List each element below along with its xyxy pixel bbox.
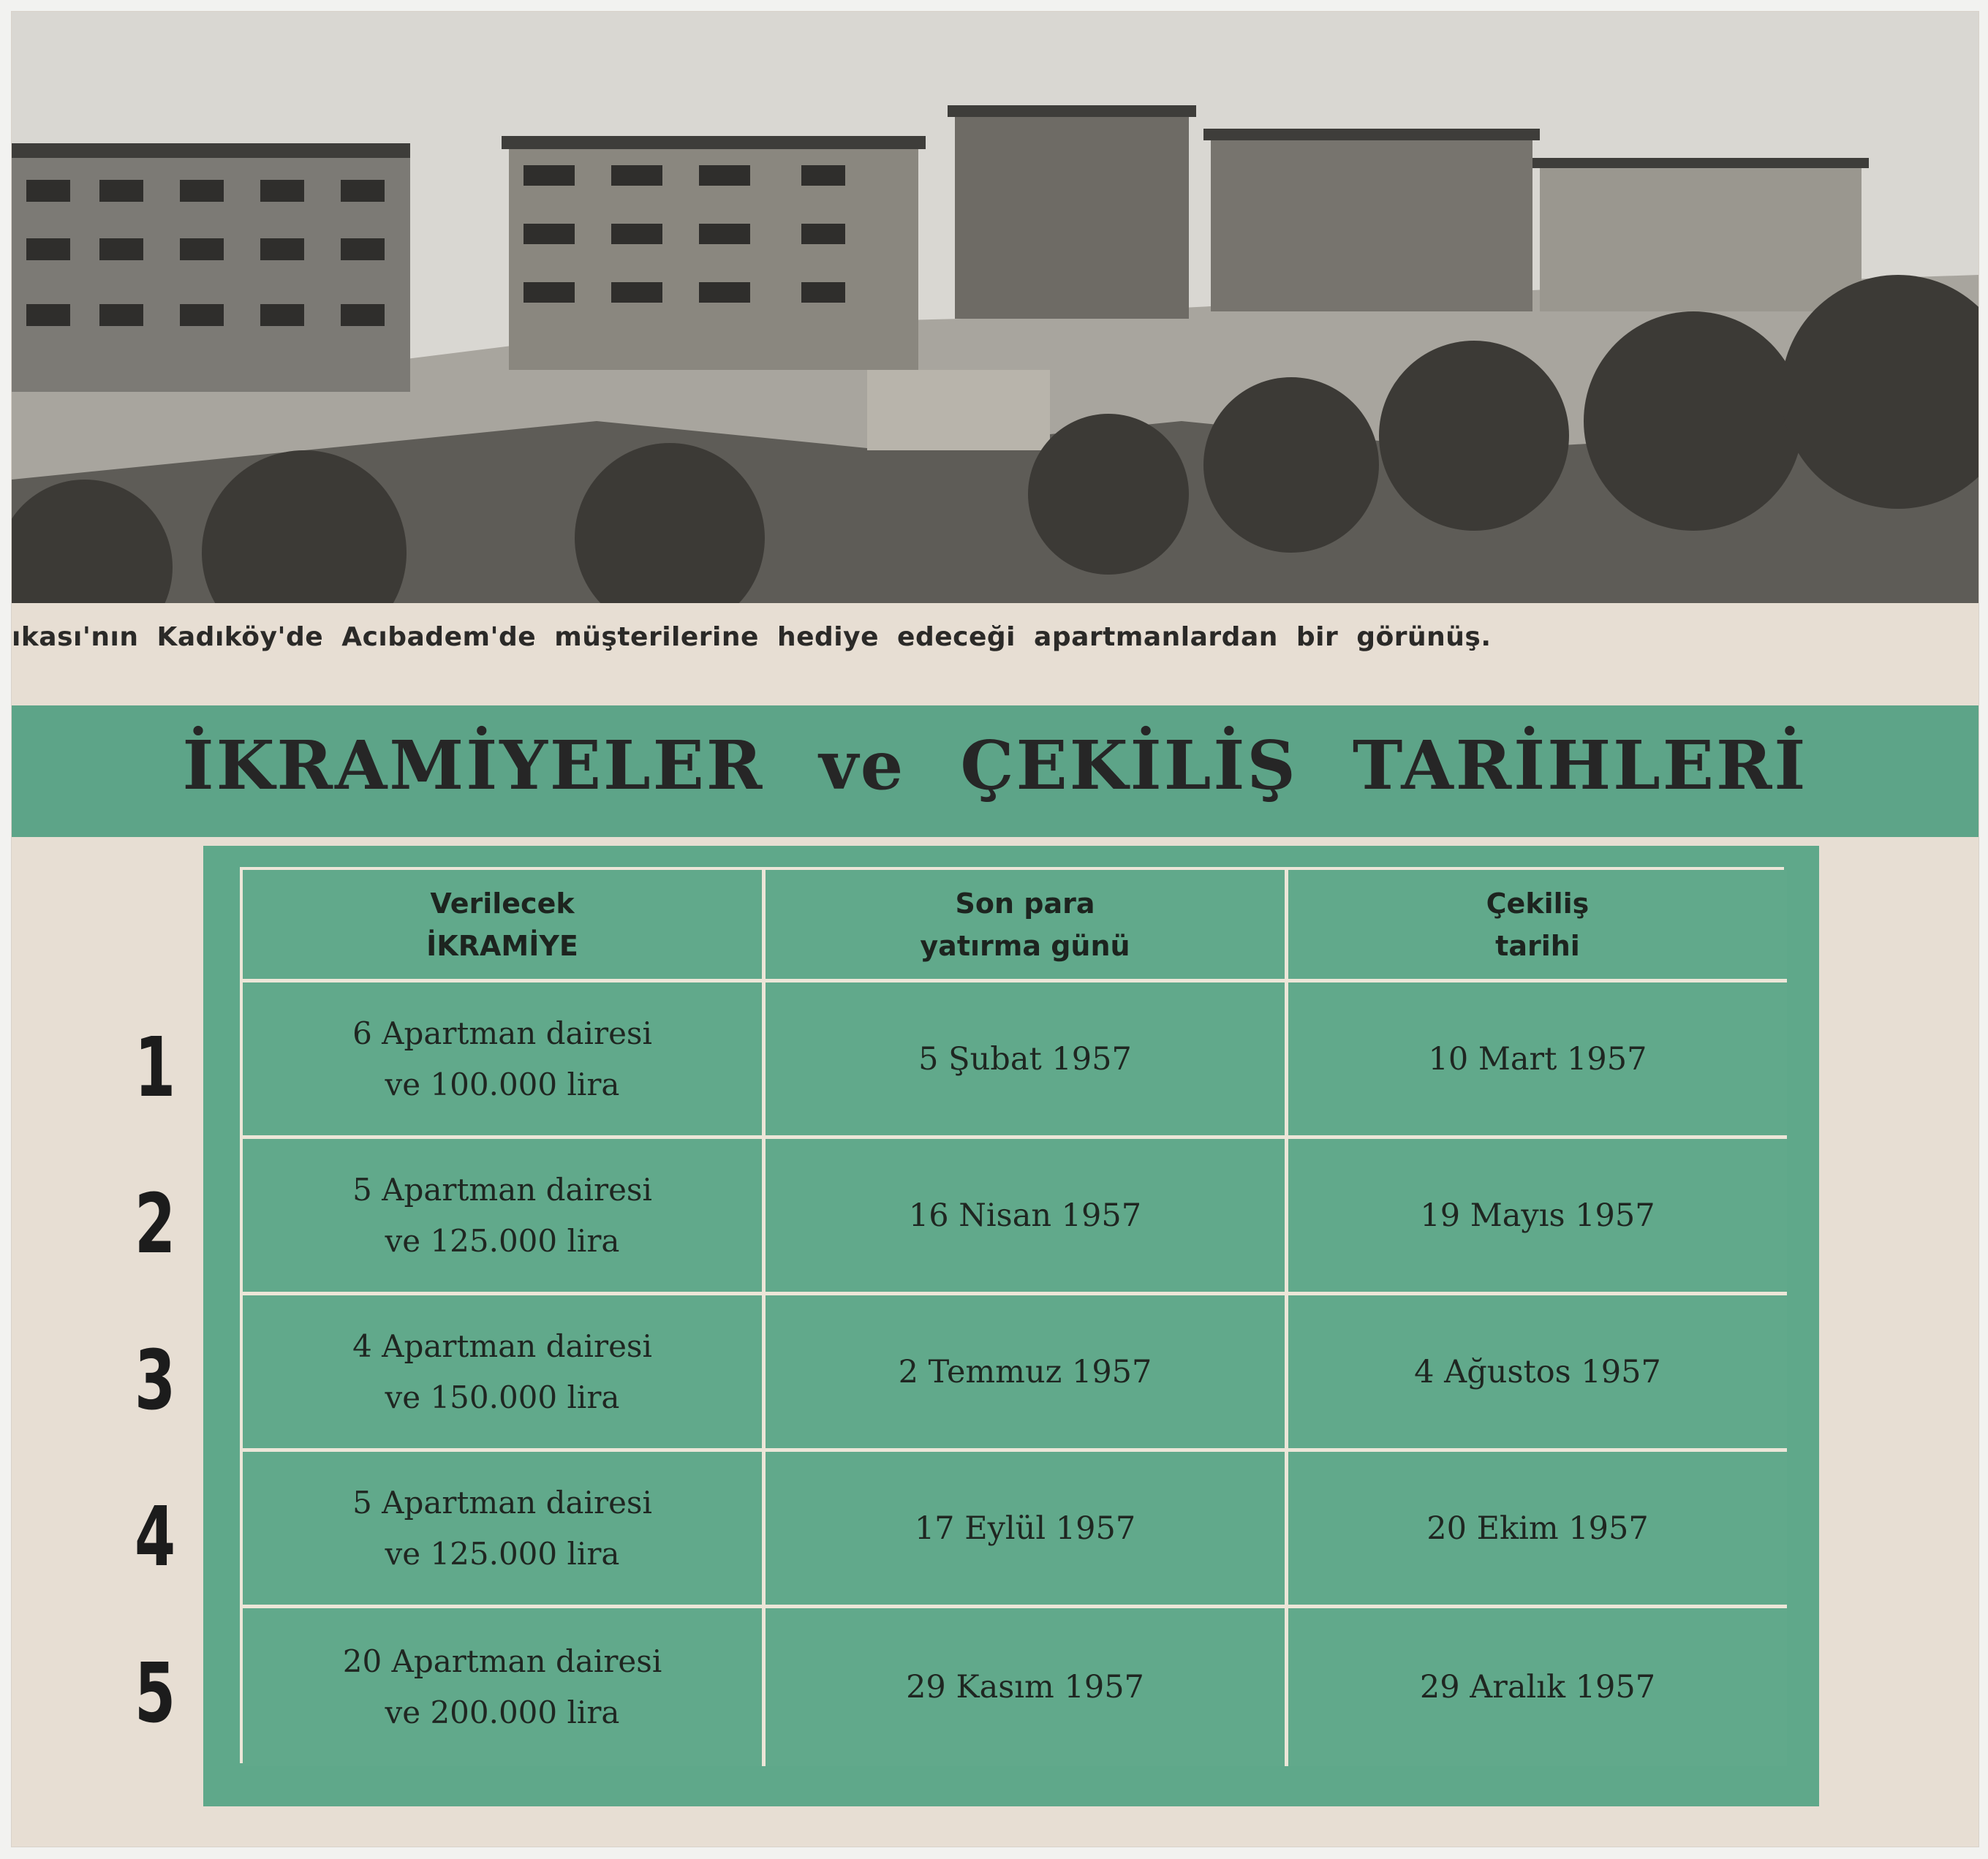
row5-prize-line1: 20 Apartman dairesi bbox=[342, 1643, 662, 1679]
row3-prize-line2: ve 150.000 lira bbox=[385, 1379, 620, 1415]
header-prize bbox=[243, 870, 766, 982]
row5-prize-line2: ve 200.000 lira bbox=[385, 1695, 620, 1730]
row3-prize-line1: 4 Apartman dairesi bbox=[352, 1328, 652, 1364]
row2-draw-date: 19 Mayıs 1957 bbox=[1288, 1139, 1787, 1295]
header-deposit-date bbox=[766, 870, 1288, 982]
header-prize-line1: Verilecek bbox=[430, 887, 575, 920]
row5-deposit-date: 29 Kasım 1957 bbox=[766, 1608, 1288, 1766]
header-deposit-line2: yatırma günü bbox=[920, 929, 1130, 962]
row-number-4: 4 bbox=[134, 1490, 176, 1585]
row5-prize bbox=[243, 1608, 766, 1766]
row2-prize bbox=[243, 1139, 766, 1295]
header-deposit-line1: Son para bbox=[955, 887, 1095, 920]
row3-prize bbox=[243, 1295, 766, 1452]
row4-deposit-date: 17 Eylül 1957 bbox=[766, 1452, 1288, 1608]
photo-caption: ıkası'nın Kadıköy'de Acıbadem'de müşterilerine hediye edeceği apartmanlardan bir görünüş. bbox=[12, 622, 1492, 652]
row2-prize-line2: ve 125.000 lira bbox=[385, 1222, 620, 1259]
title-banner bbox=[12, 705, 1978, 837]
row2-deposit-date: 16 Nisan 1957 bbox=[766, 1139, 1288, 1295]
row5-draw-date: 29 Aralık 1957 bbox=[1288, 1608, 1787, 1766]
row-number-1: 1 bbox=[134, 1021, 176, 1116]
row1-prize-line1: 6 Apartman dairesi bbox=[352, 1015, 652, 1051]
row2-prize-line1: 5 Apartman dairesi bbox=[352, 1171, 652, 1208]
row1-draw-date: 10 Mart 1957 bbox=[1288, 982, 1787, 1139]
row4-draw-date: 20 Ekim 1957 bbox=[1288, 1452, 1787, 1608]
row1-prize bbox=[243, 982, 766, 1139]
banner-title: İKRAMİYELER ve ÇEKİLİŞ TARİHLERİ bbox=[182, 726, 1808, 805]
row-number-3: 3 bbox=[134, 1333, 176, 1428]
row1-prize-line2: ve 100.000 lira bbox=[385, 1066, 620, 1102]
header-draw-line2: tarihi bbox=[1495, 929, 1580, 962]
row4-prize-line1: 5 Apartman dairesi bbox=[352, 1484, 652, 1521]
apartment-buildings-photo bbox=[12, 12, 1978, 603]
prize-draw-table bbox=[240, 867, 1784, 1763]
row4-prize bbox=[243, 1452, 766, 1608]
header-draw-date bbox=[1288, 870, 1787, 982]
row4-prize-line2: ve 125.000 lira bbox=[385, 1535, 620, 1572]
row-number-5: 5 bbox=[134, 1646, 176, 1741]
row3-draw-date: 4 Ağustos 1957 bbox=[1288, 1295, 1787, 1452]
header-prize-line2: İKRAMİYE bbox=[426, 929, 578, 962]
row1-deposit-date: 5 Şubat 1957 bbox=[766, 982, 1288, 1139]
row3-deposit-date: 2 Temmuz 1957 bbox=[766, 1295, 1288, 1452]
row-number-2: 2 bbox=[134, 1177, 176, 1272]
header-draw-line1: Çekiliş bbox=[1486, 887, 1590, 920]
